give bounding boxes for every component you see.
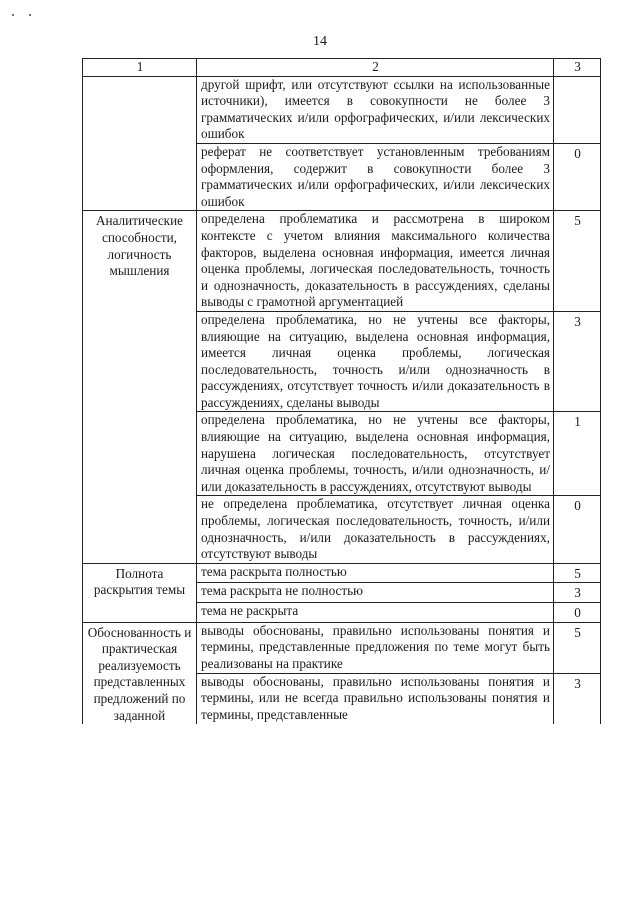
criterion-description: тема не раскрыта [197, 603, 554, 623]
criterion-description: определена проблематика, но не учтены все факторы, влияющие на ситуацию, выделена основная информация, нарушена логическая последовательность, отсутствует личная оценка проблемы, точность, и/или однозначность, и/или доказательность в рассуждениях, отсутствуют выводы [197, 412, 554, 496]
score-cell: 1 [554, 412, 601, 496]
score-cell: 0 [554, 496, 601, 563]
column-header-1: 1 [83, 59, 197, 77]
criterion-description: не определена проблематика, отсутствует личная оценка проблемы, логическая последовательность, точность, и/или однозначность, и/или доказательность в рассуждениях, отсутствуют выводы [197, 496, 554, 563]
scan-speck [12, 14, 14, 16]
criterion-description: другой шрифт, или отсутствуют ссылки на использованные источники), имеется в совокупности не более 3 грамматических и/или орфографических, и/или лексических ошибок [197, 76, 554, 143]
criterion-description: тема раскрыта полностью [197, 563, 554, 583]
scan-speck [29, 14, 31, 16]
score-cell: 3 [554, 311, 601, 412]
column-header-2: 2 [197, 59, 554, 77]
score-cell: 5 [554, 211, 601, 312]
score-cell: 5 [554, 563, 601, 583]
criterion-validity: Обоснованность и практическая реализуемость представленных предложений по заданной [83, 622, 197, 724]
criterion-description: тема раскрыта не полностью [197, 583, 554, 603]
column-header-3: 3 [554, 59, 601, 77]
table-header-row [83, 59, 601, 77]
score-cell: 0 [554, 143, 601, 210]
table-row [83, 211, 601, 312]
criterion-description: определена проблематика, но не учтены все факторы, влияющие на ситуацию, выделена основная информация, имеется личная оценка проблемы, логическая последовательность, точность и/или однозначность в рассуждениях, отсутствует точность и/или доказательность в рассуждениях, сделаны выводы [197, 311, 554, 412]
criterion-analytical: Аналитические способности, логичность мышления [83, 211, 197, 563]
score-cell [554, 76, 601, 143]
criterion-completeness: Полнота раскрытия темы [83, 563, 197, 622]
criterion-description: выводы обоснованы, правильно использованы понятия и термины, представленные предложения по теме могут быть реализованы на практике [197, 622, 554, 673]
table-row [83, 563, 601, 583]
score-cell: 0 [554, 603, 601, 623]
criterion-cell-empty [83, 76, 197, 211]
criterion-description: определена проблематика и рассмотрена в широком контексте с учетом влияния максимального количества факторов, выделена основная информация, имеется личная оценка проблемы, логическая последовательность, точность и однозначность, доказательность в рассуждениях, сделаны выводы с грамотной аргументацией [197, 211, 554, 312]
score-cell: 3 [554, 583, 601, 603]
evaluation-criteria-table [82, 58, 601, 724]
page-number: 14 [313, 34, 327, 49]
score-cell: 3 [554, 673, 601, 724]
table-row [83, 622, 601, 673]
score-cell: 5 [554, 622, 601, 673]
criterion-description: реферат не соответствует установленным требованиям оформления, содержит в совокупности более 3 грамматических и/или орфографических, и/или лексических ошибок [197, 143, 554, 210]
table-row [83, 76, 601, 143]
criterion-description: выводы обоснованы, правильно использованы понятия и термины, или не всегда правильно использованы понятия и термины, представленные [197, 673, 554, 724]
